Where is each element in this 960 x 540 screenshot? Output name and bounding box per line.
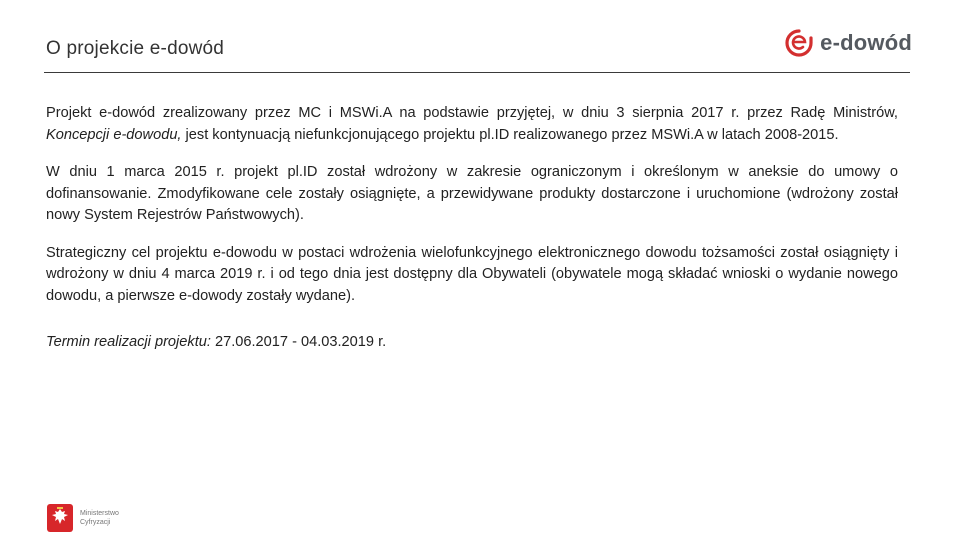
header-divider (44, 72, 910, 73)
ministry-logo (46, 503, 119, 533)
timeline-label: Termin realizacji projektu: (46, 334, 211, 350)
project-timeline (46, 332, 898, 354)
paragraph-3: Strategiczny cel projektu e-dowodu w postaci wdrożenia wielofunkcyjnego elektronicznego dowodu tożsamości został osiągnięty i wdrożony w dniu 4 marca 2019 r. i od tego dnia jest dostępny dla Obywateli (obywatele mogą składać wnioski o wydanie nowego dowodu, a pierwsze e-dowody zostały wydane). (46, 244, 898, 304)
brand-name: e-dowód (820, 30, 912, 55)
concept-title: Koncepcji e-dowodu, (46, 126, 182, 143)
page-title: O projekcie e-dowód (46, 38, 225, 59)
paragraph-1: Projekt e-dowód zrealizowany przez MC i MSWi.A na podstawie przyjętej, w dniu 3 sierpnia 2017 r. przez Radę Ministrów, Koncepcji e-dowodu, jest kontynuacją niefunkcjonującego projektu pl.ID realizowanego przez MSWi.A w latach 2008-2015. (46, 105, 898, 143)
ministry-name: Ministerstwo Cyfryzacji (80, 510, 119, 526)
e-dowod-logo (784, 28, 912, 58)
timeline-value: 27.06.2017 - 04.03.2019 r. (210, 334, 387, 350)
content-body (46, 103, 898, 370)
e-dowod-logo-icon (784, 28, 814, 58)
polish-eagle-icon (46, 503, 74, 533)
paragraph-2: W dniu 1 marca 2015 r. projekt pl.ID został wdrożony w zakresie ograniczonym i określonym w aneksie do umowy o dofinansowanie. Zmodyfikowane cele zostały osiągnięte, a przewidywane produkty dostarczone i uruchomione (wdrożony został nowy System Rejestrów Państwowych). (46, 164, 898, 223)
